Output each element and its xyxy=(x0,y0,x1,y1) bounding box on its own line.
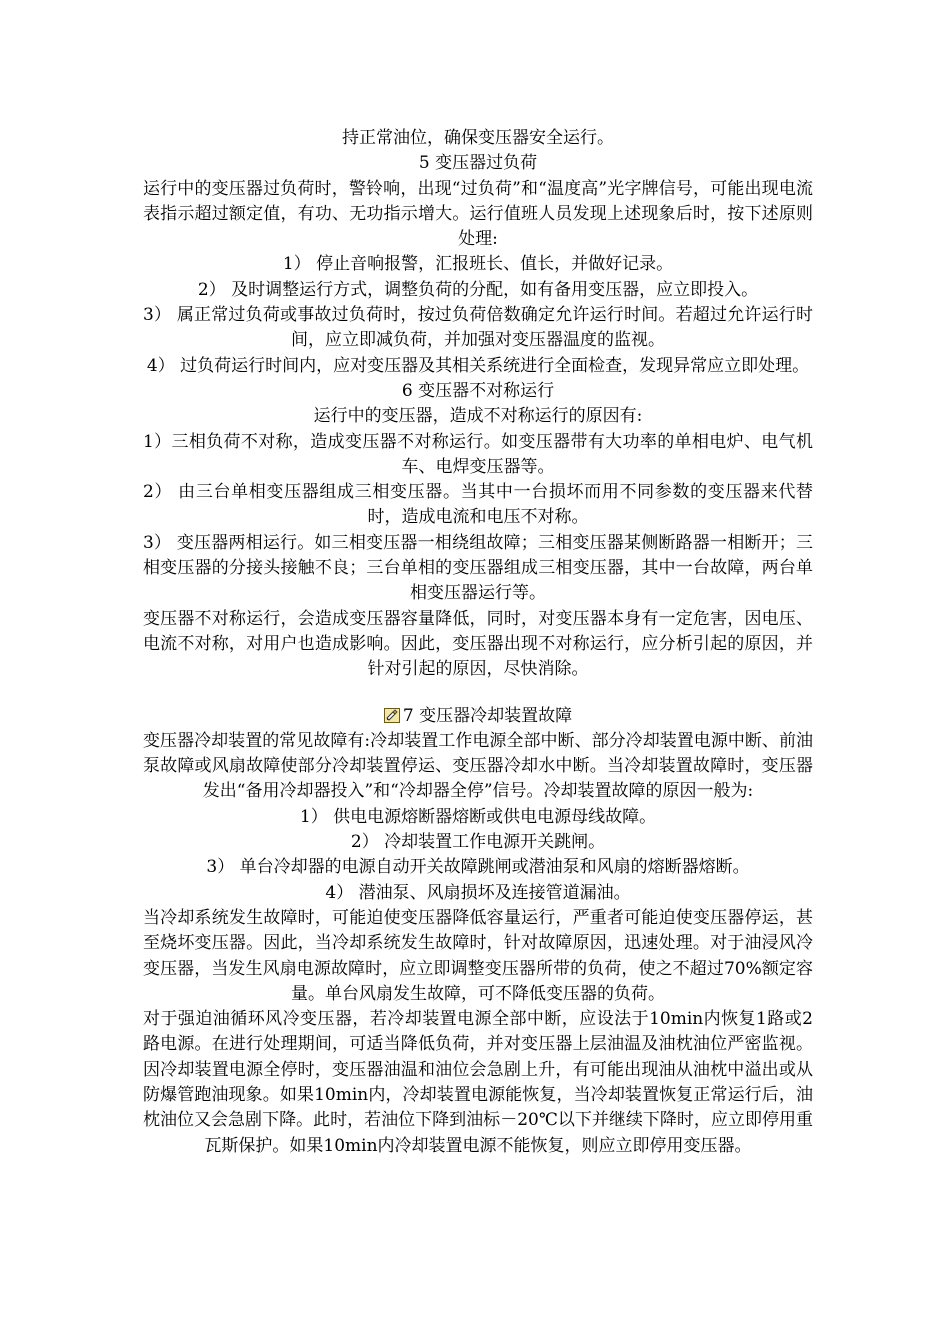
spacer xyxy=(143,683,813,704)
list-item: 2） 由三台单相变压器组成三相变压器。当其中一台损坏而用不同参数的变压器来代替时，造成电流和电压不对称。 xyxy=(143,482,813,528)
list-item: 3） 单台冷却器的电源自动开关故障跳闸或潜油泵和风扇的熔断器熔断。 xyxy=(206,857,750,878)
section-overload xyxy=(143,151,813,379)
section-heading: 6 变压器不对称运行 xyxy=(401,380,555,401)
list-item: 1） 供电电源熔断器熔断或供电电源母线故障。 xyxy=(299,806,657,827)
list-item: 3） 变压器两相运行。如三相变压器一相绕组故障；三相变压器某侧断路器一相断开；三相变压器的分接头接触不良；三台单相的变压器组成三相变压器，其中一台故障，两台单相变压器运行等。 xyxy=(143,532,813,604)
list-item: 3） 属正常过负荷或事故过负荷时，按过负荷倍数确定允许运行时间。若超过允许运行时间，应立即减负荷，并加强对变压器温度的监视。 xyxy=(143,305,813,351)
section-heading: 7 变压器冷却装置故障 xyxy=(402,705,573,726)
list-item: 4） 潜油泵、风扇损坏及连接管道漏油。 xyxy=(325,882,631,903)
list-item: 1）三相负荷不对称，造成变压器不对称运行。如变压器带有大功率的单相电炉、电气机车、电焊变压器等。 xyxy=(143,431,813,477)
paragraph: 变压器冷却装置的常见故障有:冷却装置工作电源全部中断、部分冷却装置电源中断、前油泵故障或风扇故障使部分冷却装置停运、变压器冷却水中断。当冷却装置故障时，变压器发出“备用冷却器投入”和“冷却器全停”信号。冷却装置故障的原因一般为: xyxy=(143,730,813,802)
section-heading: 5 变压器过负荷 xyxy=(418,153,538,174)
section-heading-line xyxy=(143,704,813,729)
list-item: 1） 停止音响报警，汇报班长、值长，并做好记录。 xyxy=(282,254,674,275)
document-edit-icon[interactable] xyxy=(384,706,400,721)
paragraph: 运行中的变压器过负荷时，警铃响，出现“过负荷”和“温度高”光字牌信号，可能出现电流表指示超过额定值，有功、无功指示增大。运行值班人员发现上述现象后时，按下述原则处理: xyxy=(143,178,813,250)
paragraph: 对于强迫油循环风冷变压器，若冷却装置电源全部中断，应设法于10min内恢复1路或2路电源。在进行处理期间，可适当降低负荷，并对变压器上层油温及油枕油位严密监视。因冷却装置电源全停时，变压器油温和油位会急剧上升，有可能出现油从油枕中溢出或从防爆管跑油现象。如果10min内，冷却装置电源能恢复，当冷却装置恢复正常运行后，油枕油位又会急剧下降。此时，若油位下降到油标－20℃以下并继续下降时，应立即停用重瓦斯保护。如果10min内冷却装置电源不能恢复，则应立即停用变压器。 xyxy=(143,1009,813,1156)
list-item: 2） 冷却装置工作电源开关跳闸。 xyxy=(350,832,606,853)
paragraph: 变压器不对称运行，会造成变压器容量降低，同时，对变压器本身有一定危害，因电压、电流不对称，对用户也造成影响。因此，变压器出现不对称运行，应分析引起的原因，并针对引起的原因，尽快消除。 xyxy=(143,608,813,680)
list-item: 2） 及时调整运行方式，调整负荷的分配，如有备用变压器，应立即投入。 xyxy=(197,279,759,300)
section-asymmetric xyxy=(143,379,813,683)
section-cooling xyxy=(143,704,813,1159)
paragraph: 当冷却系统发生故障时，可能迫使变压器降低容量运行，严重者可能迫使变压器停运，甚至烧坏变压器。因此，当冷却系统发生故障时，针对故障原因，迅速处理。对于油浸风冷变压器，当发生风扇电源故障时，应立即调整变压器所带的负荷，使之不超过70%额定容量。单台风扇发生故障，可不降低变压器的负荷。 xyxy=(143,907,813,1004)
section-continuation xyxy=(143,126,813,151)
document-body xyxy=(143,126,813,1159)
list-item: 4） 过负荷运行时间内，应对变压器及其相关系统进行全面检查，发现异常应立即处理。 xyxy=(146,355,810,376)
paragraph: 持正常油位，确保变压器安全运行。 xyxy=(342,128,614,148)
paragraph: 运行中的变压器，造成不对称运行的原因有: xyxy=(313,406,643,427)
